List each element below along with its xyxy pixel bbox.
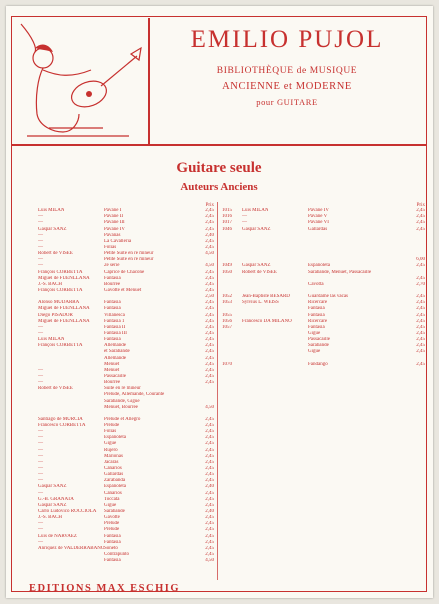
entry-price: 2,45 [205, 349, 214, 355]
entry-price: 2,45 [205, 416, 214, 422]
entry-title: Prélude [104, 521, 120, 527]
composer-title: EMILIO PUJOL [190, 26, 384, 53]
entry-title: Sarabande, Menuet, Passacaille [308, 269, 372, 275]
entry-price: 2,40 [205, 509, 214, 515]
entry-title: Villanesca [104, 312, 125, 318]
entry-title: Pavane III [104, 220, 125, 226]
entry-price: 2,45 [205, 502, 214, 508]
entry-title: Contrapunto [104, 552, 129, 558]
left-catalogue-column [18, 202, 214, 564]
entry-title: Gigue [104, 502, 117, 508]
entry-number: 1053 [222, 300, 232, 306]
entry-title: Menuet [104, 367, 120, 373]
entry-title: Gallardas [104, 472, 124, 478]
entry-price: 2,45 [205, 343, 214, 349]
entry-composer: Anriquez de VALDERRABANO [38, 545, 104, 551]
entry-composer: Alonso MUDARRA [38, 300, 80, 306]
entry-price: 2,45 [205, 318, 214, 324]
entry-title: Fantasia II [104, 324, 126, 330]
entry-title: Pavane VI [308, 220, 329, 226]
entry-composer: Francesco DA MILANO [242, 318, 292, 324]
entry-price: 2,45 [416, 275, 425, 281]
entry-title: Prélude [104, 527, 120, 533]
entry-composer: — [38, 490, 43, 496]
entry-price: 2,45 [205, 435, 214, 441]
entry-price: 2,45 [416, 306, 425, 312]
library-line-1: BIBLIOTHÈQUE de MUSIQUE [216, 66, 358, 76]
entry-title: Prélude et Allegro [104, 416, 141, 422]
entry-composer: François CORBETTA [38, 343, 83, 349]
entry-price: 2,45 [205, 423, 214, 429]
entry-price: 2,45 [205, 214, 214, 220]
entry-composer: — [38, 521, 43, 527]
entry-number: 1016 [222, 214, 232, 220]
entry-composer: — [38, 478, 43, 484]
entry-composer: — [38, 367, 43, 373]
entry-title: Prélude [104, 423, 120, 429]
entry-number: 1052 [222, 294, 232, 300]
entry-composer: — [38, 238, 43, 244]
column-divider [217, 202, 218, 580]
entry-composer: — [38, 214, 43, 220]
entry-title: Allemande [104, 355, 126, 361]
entry-composer: Gaspar SANZ [38, 502, 67, 508]
entry-price: 2,45 [205, 373, 214, 379]
entry-title: Gigue [308, 349, 321, 355]
entry-composer: — [38, 466, 43, 472]
entry-price: 2,45 [205, 466, 214, 472]
entry-price: 2,45 [205, 208, 214, 214]
entry-title: Folias [104, 429, 117, 435]
entry-title: Españoleta [308, 263, 330, 269]
entry-price: 2,45 [205, 539, 214, 545]
entry-number: 1049 [222, 263, 232, 269]
entry-composer: Diégo PISADOR [38, 312, 73, 318]
entry-price: 2,45 [205, 447, 214, 453]
entry-number: 1015 [222, 208, 232, 214]
entry-composer: Gaspar SANZ [242, 263, 271, 269]
entry-price: 2,45 [416, 349, 425, 355]
entry-composer: Gaspar SANZ [38, 484, 67, 490]
entry-title: Zarabanda [104, 478, 126, 484]
entry-composer: — [38, 447, 43, 453]
catalogue-entry [18, 558, 214, 564]
entry-price: 4,50 [205, 558, 214, 564]
entry-price: 2,45 [205, 226, 214, 232]
entry-composer: — [38, 459, 43, 465]
entry-price: 4,50 [205, 404, 214, 410]
entry-title: Gavotte et Menuet [104, 287, 142, 293]
entry-price: 2,45 [205, 380, 214, 386]
entry-title: Sarabande [104, 509, 125, 515]
entry-price: 2,45 [205, 220, 214, 226]
entry-number [18, 558, 38, 564]
entry-composer: — [38, 324, 43, 330]
entry-price: 2,45 [416, 337, 425, 343]
entry-composer: J.-S. BACH [38, 281, 63, 287]
entry-number: 1046 [222, 226, 232, 232]
entry-price: 2,45 [205, 552, 214, 558]
entry-price: 2,45 [205, 238, 214, 244]
entry-composer: — [38, 453, 43, 459]
entry-price: 2,45 [205, 490, 214, 496]
entry-composer: Luis MILAN [38, 208, 65, 214]
entry-title: Fantasia [104, 306, 121, 312]
entry-composer: Luis MILAN [242, 208, 269, 214]
entry-title: Pavane IV [308, 208, 329, 214]
entry-price: 2,45 [205, 429, 214, 435]
entry-price: 2,45 [205, 287, 214, 293]
entry-title: Menuet [104, 361, 120, 367]
entry-price: 2,45 [205, 459, 214, 465]
entry-title: Sarabande, Gigue [104, 398, 140, 404]
entry-composer: — [38, 527, 43, 533]
entry-price: 2,50 [205, 294, 214, 300]
entry-title: Menuet, Bourrée [104, 404, 138, 410]
entry-title: Pavane II [104, 214, 124, 220]
entry-title: Pavane IV [104, 226, 125, 232]
entry-price: 2,45 [416, 294, 425, 300]
entry-composer: — [242, 214, 247, 220]
entry-price: 2,45 [205, 533, 214, 539]
entry-title: Marionas [104, 453, 123, 459]
entry-title: Gavotte [104, 515, 120, 521]
entry-title: Passacaille [104, 373, 126, 379]
entry-composer: Miguel de FUENLLANA [38, 318, 90, 324]
entry-price: 2,45 [416, 361, 425, 367]
left-entry-list [18, 208, 214, 564]
entry-composer: François CORBETTA [38, 269, 83, 275]
entry-price: 2,45 [205, 521, 214, 527]
entry-title: Fantasia [104, 558, 121, 564]
entry-price: 2,45 [205, 324, 214, 330]
entry-composer: Miguel de FUENLLANA [38, 275, 90, 281]
entry-title: Toccata [104, 496, 120, 502]
entry-number: 1070 [222, 361, 232, 367]
entry-composer: Sylvius L. WEISS [242, 300, 279, 306]
entry-price: 2,45 [416, 312, 425, 318]
entry-number: 1057 [222, 324, 232, 330]
entry-title: Cavotta [308, 281, 324, 287]
entry-title: Suite en ré mineur [104, 386, 141, 392]
entry-composer: Carlo Ludovico ROCCIOLA [38, 509, 97, 515]
entry-composer: François CORBETTA [38, 287, 83, 293]
subsection-title: Auteurs Anciens [180, 181, 258, 193]
entry-title: Jácaras [104, 459, 119, 465]
entry-title: Fantasia [104, 275, 121, 281]
entry-title: Prélude, Allemande, Courante [104, 392, 165, 398]
entry-title: Ricercare [308, 318, 328, 324]
entry-price: 2,45 [205, 367, 214, 373]
entry-composer: — [38, 263, 43, 269]
entry-price: 2,45 [205, 527, 214, 533]
entry-title: Ricercare [308, 300, 328, 306]
entry-title: Fantasia [104, 337, 121, 343]
entry-composer: — [38, 257, 43, 263]
library-line-2: ANCIENNE et MODERNE [222, 81, 352, 92]
entry-price: 4,50 [205, 263, 214, 269]
entry-composer: Miguel de FUENLLANA [38, 306, 90, 312]
entry-title: Fantasia 1 [104, 318, 125, 324]
entry-price: 2,40 [205, 232, 214, 238]
entry-title: Gigue [308, 330, 321, 336]
entry-price: 2,45 [416, 220, 425, 226]
entry-composer: — [38, 472, 43, 478]
entry-price: 2,40 [205, 484, 214, 490]
entry-price: 2,45 [205, 337, 214, 343]
entry-title: La Cavalleria [104, 238, 132, 244]
entry-price: 2,45 [416, 208, 425, 214]
entry-title: Españoleta [104, 484, 126, 490]
entry-title: Fandango [308, 361, 328, 367]
entry-price: 2,45 [205, 496, 214, 502]
entry-price: 2,45 [205, 330, 214, 336]
entry-title: Canarios [104, 466, 122, 472]
entry-title: Rujero [104, 447, 118, 453]
entry-price: 2,45 [416, 226, 425, 232]
entry-composer: Robert de VISÉE [38, 386, 73, 392]
publisher-footer: EDITIONS MAX ESCHIG [29, 583, 181, 594]
entry-composer: — [38, 373, 43, 379]
entry-price: 2,45 [205, 275, 214, 281]
entry-price: 6,00 [416, 257, 425, 263]
entry-price: 2,45 [205, 355, 214, 361]
entry-price: 2,45 [416, 343, 425, 349]
entry-title: Soneto [104, 545, 118, 551]
entry-composer [38, 558, 104, 564]
entry-price: 2,45 [416, 300, 425, 306]
entry-composer: Luis de NARVAEZ [38, 533, 77, 539]
entry-title: Folias [104, 244, 117, 250]
entry-price: 2,70 [416, 281, 425, 287]
entry-composer: — [38, 330, 43, 336]
entry-title: Gigue [104, 441, 117, 447]
entry-title: Caprice de Chacone [104, 269, 145, 275]
entry-composer: Francesco CORBETTA [38, 423, 86, 429]
entry-price: 2,45 [205, 453, 214, 459]
entry-title: 2e série [104, 263, 120, 269]
right-catalogue-column [222, 202, 425, 583]
entry-composer: — [242, 220, 247, 226]
entry-price: 2,45 [205, 361, 214, 367]
entry-title: Bourrée [104, 281, 121, 287]
entry-title: Pavanas [104, 232, 121, 238]
entry-composer: Robert de VISÉE [38, 251, 73, 257]
entry-title: Sarabande [308, 343, 329, 349]
entry-composer: Robert de VISÉE [242, 269, 277, 275]
entry-composer: Luis MILAN [38, 337, 65, 343]
entry-price: 2,45 [205, 244, 214, 250]
entry-price: 2,45 [416, 330, 425, 336]
entry-number: 1055 [222, 312, 232, 318]
entry-title: Allemande [104, 343, 126, 349]
entry-title: Petite Suite en ré mineur [104, 251, 154, 257]
entry-title: Fantasia [308, 306, 325, 312]
entry-price: 2,45 [416, 214, 425, 220]
entry-price: 4,50 [205, 251, 214, 257]
entry-composer: Santiago de MURCIA [38, 416, 83, 422]
entry-price: 2,45 [205, 515, 214, 521]
entry-number: 1017 [222, 220, 232, 226]
entry-title: Gallardas [308, 226, 328, 232]
entry-price: 2,45 [205, 306, 214, 312]
entry-composer: G.-B. GRANATA [38, 496, 74, 502]
guitarist-illustration-icon [13, 18, 147, 144]
entry-title: Guardame las vacas [308, 294, 348, 300]
entry-composer: — [38, 232, 43, 238]
entry-title: Pavane I [104, 208, 122, 214]
left-price-header: Prix [205, 203, 214, 208]
entry-title: Fantasia III [104, 330, 127, 336]
entry-title: Fantasia [104, 300, 121, 306]
entry-composer: — [38, 244, 43, 250]
entry-price: 2,45 [416, 318, 425, 324]
entry-title: Bourrée [104, 380, 121, 386]
entry-title: Fantasia [104, 533, 121, 539]
entry-number: 1050 [222, 269, 232, 275]
entry-price: 2,45 [205, 312, 214, 318]
entry-composer: — [38, 429, 43, 435]
entry-price: 2,45 [205, 472, 214, 478]
entry-composer: — [38, 220, 43, 226]
entry-title: Passacaille [308, 337, 330, 343]
entry-title: Fantasia [104, 539, 121, 545]
entry-price: 2,45 [205, 441, 214, 447]
entry-title: Fantasia [308, 312, 325, 318]
entry-price: 2,45 [416, 324, 425, 330]
entry-price: 2,45 [205, 269, 214, 275]
entry-title: Petite Suite en ré mineur [104, 257, 154, 263]
entry-price: 2,45 [416, 263, 425, 269]
catalogue-page [6, 6, 433, 598]
right-price-header: Prix [416, 203, 425, 208]
header-bottom-rule [11, 144, 427, 146]
entry-title: Pavane V [308, 214, 328, 220]
entry-composer: — [38, 539, 43, 545]
entry-composer: J.-S. BACH [38, 515, 63, 521]
entry-composer: Gaspar SANZ [38, 226, 67, 232]
header-divider [148, 18, 150, 144]
right-entry-list [222, 208, 425, 583]
entry-title: Canarios [104, 490, 122, 496]
entry-price: 2,45 [205, 545, 214, 551]
entry-title: Fantasia [308, 324, 325, 330]
entry-composer: — [38, 380, 43, 386]
entry-title: Españoleta [104, 435, 126, 441]
entry-composer: — [38, 435, 43, 441]
library-line-3: pour GUITARE [256, 97, 318, 107]
entry-title: et Sarabande [104, 349, 130, 355]
entry-composer: Gaspar SANZ [242, 226, 271, 232]
entry-composer: — [38, 441, 43, 447]
entry-price: 2,45 [205, 281, 214, 287]
section-title: Guitare seule [176, 160, 262, 176]
entry-price: 2,45 [205, 300, 214, 306]
entry-price: 2,45 [205, 478, 214, 484]
entry-number: 1056 [222, 318, 232, 324]
entry-composer: Jean-Baptiste BESARD [242, 294, 290, 300]
